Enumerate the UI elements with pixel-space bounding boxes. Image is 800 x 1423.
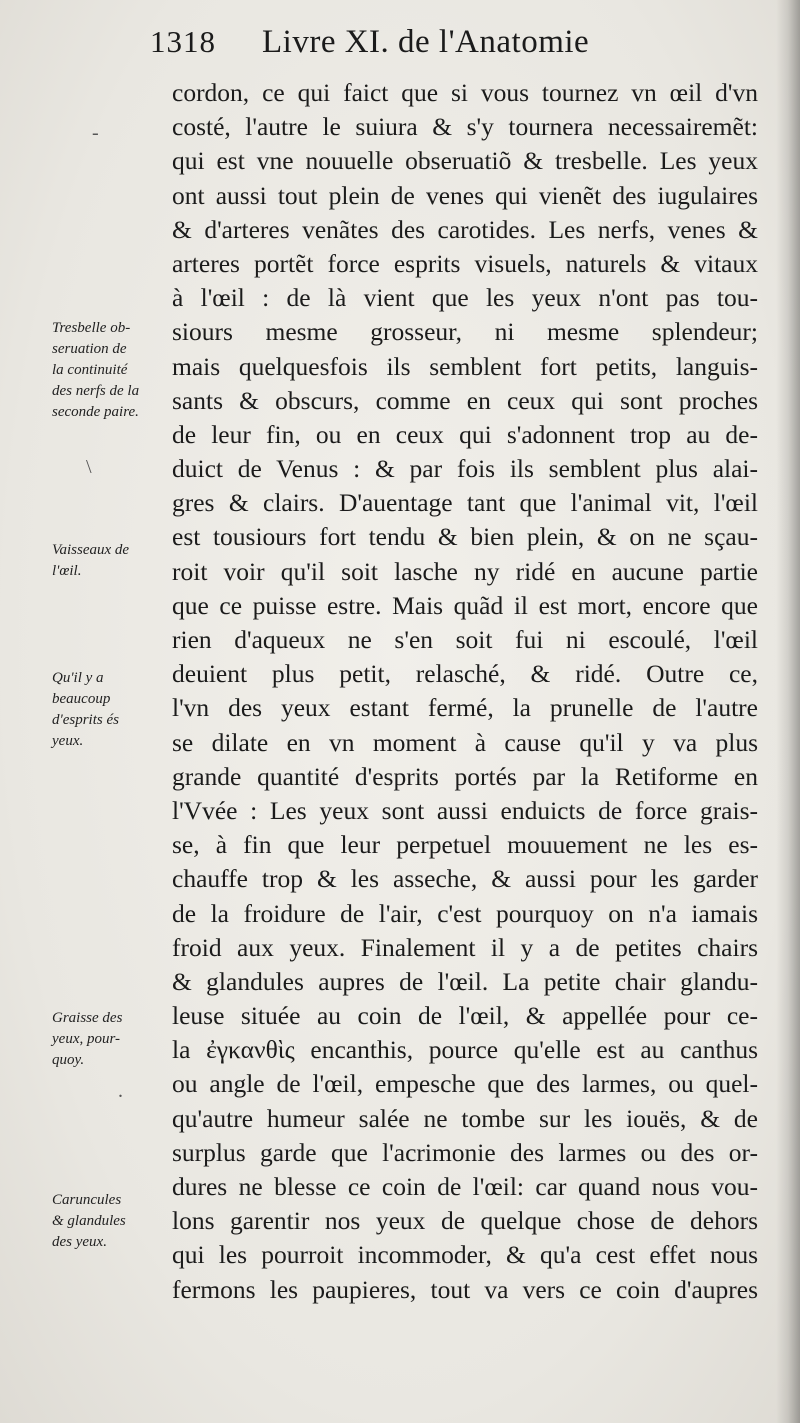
running-title: Livre XI. de l'Anatomie — [262, 24, 590, 60]
margin-note-line: Tresbelle ob- — [52, 320, 131, 336]
text-line: se, à fin que leur perpetuel mouuement ne les es- — [172, 830, 758, 860]
margin-note-fat — [52, 1008, 174, 1071]
text-line: se dilate en vn moment à cause qu'il y va plus — [172, 727, 758, 757]
page-number: 1318 — [150, 24, 216, 59]
ink-speck: \ — [86, 456, 92, 478]
text-line: ont aussi tout plein de venes qui vienẽt des iugulaires — [172, 180, 758, 210]
text-line: leuse située au coin de l'œil, & appellée pour ce- — [172, 1001, 758, 1031]
text-line: lons garentir nos yeux de quelque chose de dehors — [172, 1206, 758, 1236]
text-line: surplus garde que l'acrimonie des larmes ou des or- — [172, 1137, 758, 1167]
margin-note-caruncles — [52, 1190, 174, 1253]
text-line: & d'arteres venãtes des carotides. Les nerfs, venes & — [172, 214, 758, 244]
text-line: qui les pourroit incommoder, & qu'a cest effet nous — [172, 1240, 758, 1270]
binding-shadow — [776, 0, 800, 1423]
text-line: froid aux yeux. Finalement il y a de petites chairs — [172, 932, 758, 962]
text-line: dures ne blesse ce coin de l'œil: car quand nous vou- — [172, 1172, 758, 1201]
text-line: fermons les paupieres, tout va vers ce coin d'aupres — [172, 1274, 758, 1304]
text-line: rien d'aqueux ne s'en soit fui ni escoulé, l'œil — [172, 625, 758, 654]
text-line: à l'œil : de là vient que les yeux n'ont pas tou- — [172, 283, 758, 313]
text-line: & glandules aupres de l'œil. La petite chair glandu- — [172, 966, 758, 996]
margin-note-line: Caruncules — [52, 1192, 122, 1208]
margin-note-line: seconde paire. — [52, 404, 139, 420]
text-line: siours mesme grosseur, ni mesme splendeur; — [172, 317, 758, 347]
margin-note-line: l'œil. — [52, 563, 82, 579]
margin-note-vessels — [52, 540, 174, 582]
text-line: qui est vne nouuelle obseruatiõ & tresbelle. Les yeux — [172, 146, 758, 176]
text-line: ou angle de l'œil, empesche que des larmes, ou quel- — [172, 1069, 758, 1099]
text-line: de leur fin, ou en ceux qui s'adonnent trop au de- — [172, 419, 758, 449]
text-line: costé, l'autre le suiura & s'y tournera necessairemẽt: — [172, 112, 758, 142]
margin-note-line: beaucoup — [52, 691, 111, 707]
margin-note-line: & glandules — [52, 1213, 126, 1229]
main-text-block — [172, 76, 758, 1307]
margin-note-line: yeux, pour- — [52, 1031, 121, 1047]
text-line: mais quelquesfois ils semblent fort petits, languis- — [172, 351, 758, 381]
text-line: de la froidure de l'air, c'est pourquoy on n'a iamais — [172, 898, 758, 928]
show-through-bleed — [240, 1318, 720, 1388]
margin-note-line: Graisse des — [52, 1010, 123, 1026]
margin-note-continuity — [52, 318, 174, 423]
margin-note-spirits — [52, 668, 174, 752]
text-line: l'Vvée : Les yeux sont aussi enduicts de force grais- — [172, 795, 758, 825]
margin-note-line: Vaisseaux de — [52, 542, 130, 558]
text-line: duict de Venus : & par fois ils semblent plus alai- — [172, 454, 758, 484]
text-line: qu'autre humeur salée ne tombe sur les iouës, & de — [172, 1103, 758, 1133]
margin-note-line: des nerfs de la — [52, 383, 140, 399]
text-line: chauffe trop & les asseche, & aussi pour les garder — [172, 864, 758, 894]
text-line: la ἐγκανθὶς encanthis, pource qu'elle est au canthus — [172, 1035, 758, 1065]
text-line: cordon, ce qui faict que si vous tournez vn œil d'vn — [172, 78, 758, 107]
margin-note-line: Qu'il y a — [52, 670, 104, 686]
margin-note-line: yeux. — [52, 733, 84, 749]
margin-note-line: seruation de — [52, 341, 127, 357]
margin-note-line: la continuité — [52, 362, 128, 378]
ink-speck: - — [92, 122, 99, 144]
text-line: grande quantité d'esprits portés par la Retiforme en — [172, 761, 758, 791]
margin-note-line: quoy. — [52, 1052, 85, 1068]
margin-note-line: des yeux. — [52, 1234, 107, 1250]
ink-speck: . — [118, 1080, 123, 1102]
text-line: est tousiours fort tendu & bien plein, & on ne sçau- — [172, 522, 758, 552]
page-header — [150, 24, 750, 74]
text-line: l'vn des yeux estant fermé, la prunelle de l'autre — [172, 693, 758, 723]
text-line: deuient plus petit, relasché, & ridé. Outre ce, — [172, 659, 758, 689]
text-line: gres & clairs. D'auentage tant que l'animal vit, l'œil — [172, 488, 758, 518]
text-line: sants & obscurs, comme en ceux qui sont proches — [172, 385, 758, 415]
text-line: que ce puisse estre. Mais quãd il est mort, encore que — [172, 590, 758, 620]
text-line: arteres portẽt force esprits visuels, naturels & vitaux — [172, 248, 758, 278]
text-line: roit voir qu'il soit lasche ny ridé en aucune partie — [172, 556, 758, 586]
margin-note-line: d'esprits és — [52, 712, 119, 728]
